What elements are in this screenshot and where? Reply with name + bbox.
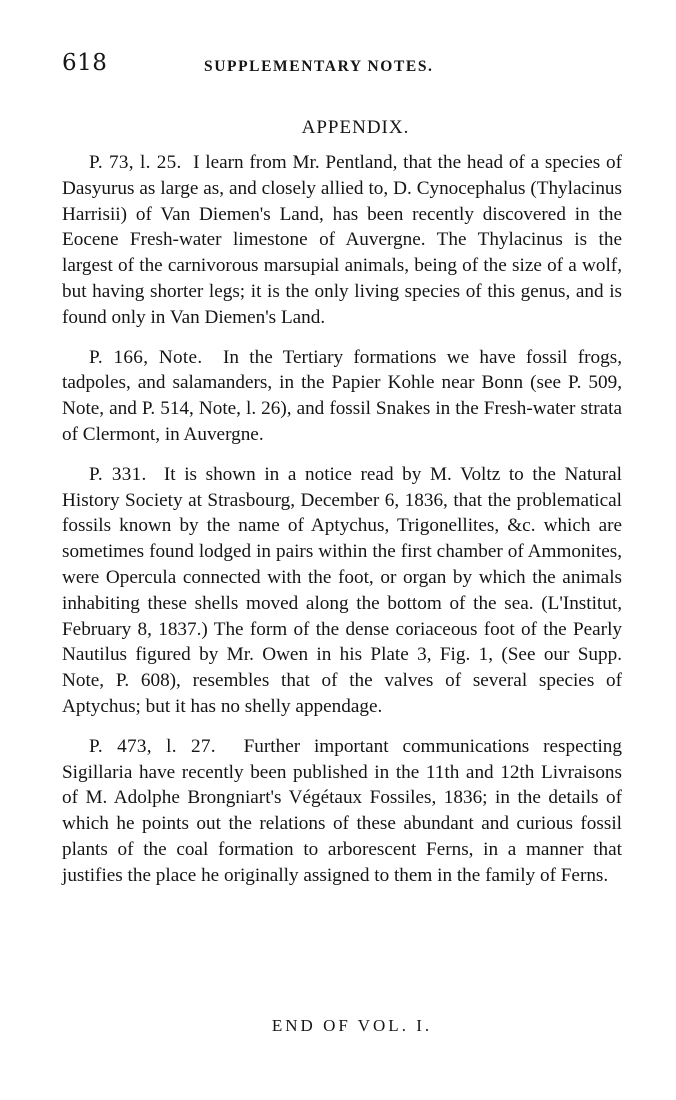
note-text: I learn from Mr. Pentland, that the head of a species of Dasyurus as large as, and closely allied to, D. Cynocephalus (Thylacinus Harrisii) of Van Diemen's Land, has been recently discovered in the Eocene Fresh-water limestone of Auvergne. The Thylacinus is the largest of the carnivorous marsupial animals, being of the size of a wolf, but having shorter legs; it is the only living species of this genus, and is found only in Van Diemen's Land. [62, 152, 623, 328]
note-text: In the Tertiary formations we have fossil frogs, tadpoles, and salamanders, in the Papier Kohle near Bonn (see P. 509, Note, and P. 514, Note, l. 26), and fossil Snakes in the Fresh-water strata of Clermont, in Auvergne. [62, 346, 623, 445]
note-reference: P. 331. [89, 463, 147, 485]
note-paragraph [62, 150, 622, 331]
note-paragraph [62, 734, 622, 889]
note-reference: P. 73, l. 25. [89, 152, 182, 173]
section-title: APPENDIX. [301, 117, 410, 138]
note-text: It is shown in a notice read by M. Voltz to the Natural History Society at Strasbourg, December 6, 1836, that the problematical fossils known by the name of Aptychus, Trigonellites, &c. which are sometimes found lodged in pairs within the first chamber of Ammonites, were Opercula connected with the foot, or organ by which the animals inhabiting these shells moved along the bottom of the sea. (L'Institut, February 8, 1837.) The form of the dense coriaceous foot of the Pearly Nautilus figured by Mr. Owen in his Plate 3, Fig. 1, (See our Supp. Note, P. 608), resembles that of the valves of several species of Aptychus; but it has no shelly appendage. [62, 463, 622, 717]
appendix-body [62, 150, 622, 903]
page-number: 618 [62, 50, 108, 76]
note-text: Further important communications respecting Sigillaria have recently been published in the 11th and 12th Livraisons of M. Adolphe Brongniart's Végétaux Fossiles, 1836; in the details of which he points out the relations of these abundant and curious fossil plants of the coal formation to arborescent Ferns, in a manner that justifies the place he originally assigned to them in the family of Ferns. [62, 735, 622, 886]
end-of-volume: END OF VOL. I. [271, 1016, 433, 1035]
note-paragraph [62, 462, 622, 720]
page-header [62, 50, 622, 82]
note-paragraph [62, 345, 622, 448]
running-title: SUPPLEMENTARY NOTES. [204, 58, 434, 75]
note-reference: P. 166, Note. [89, 346, 203, 368]
note-reference: P. 473, l. 27. [89, 735, 216, 757]
